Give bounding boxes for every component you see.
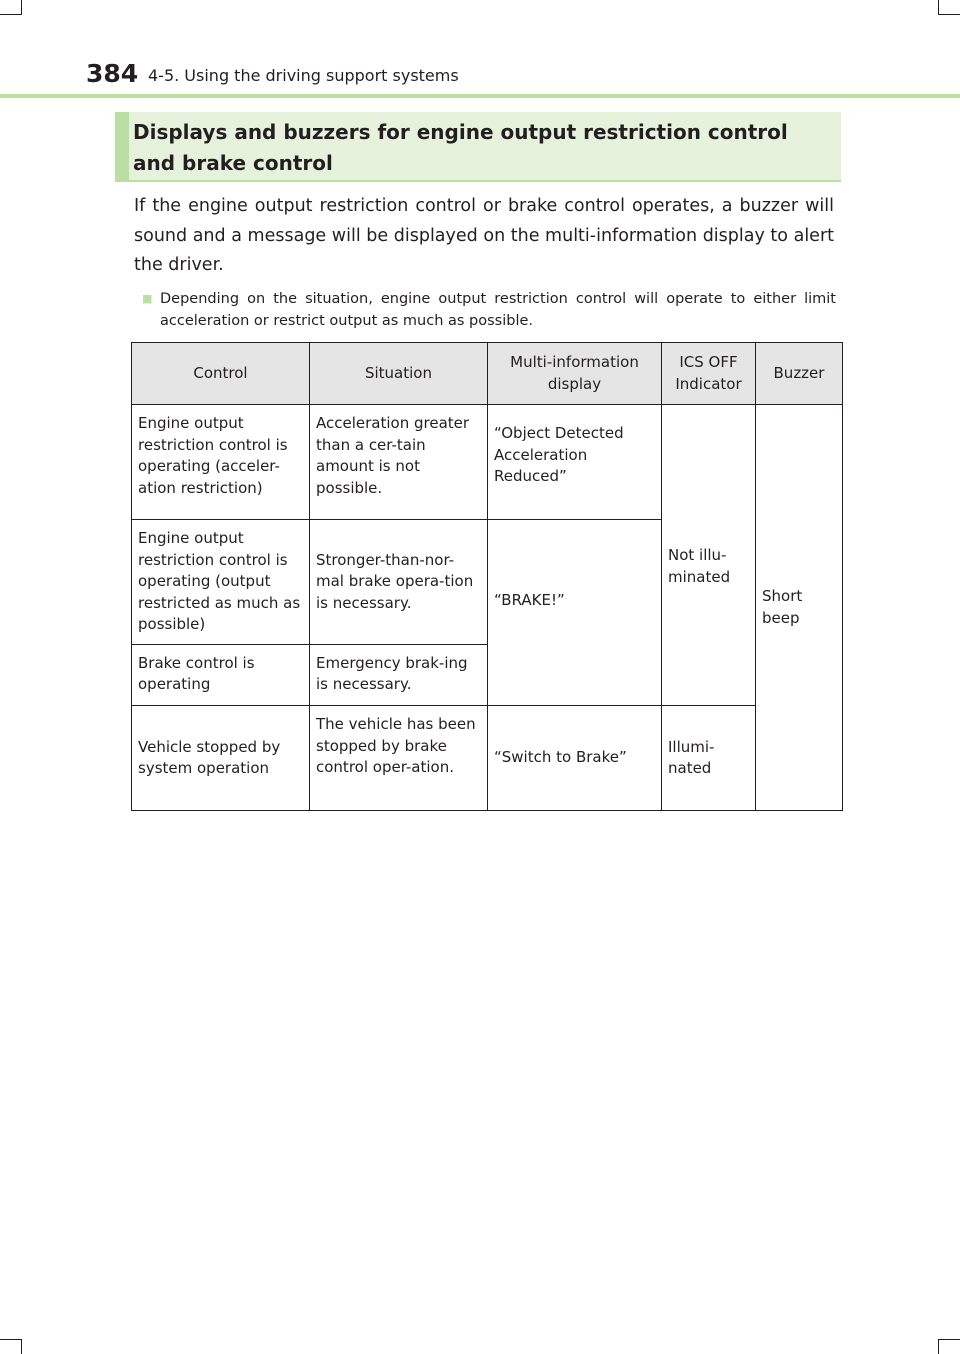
cell-indicator: Not illu-minated [662, 405, 756, 706]
control-table [131, 342, 843, 811]
header-buzzer: Buzzer [756, 343, 843, 405]
header-display: Multi-information display [488, 343, 662, 405]
crop-mark [938, 0, 939, 14]
header-rule [0, 94, 960, 98]
cell-situation: Acceleration greater than a cer-tain amount is not possible. [310, 405, 488, 520]
heading-box [115, 112, 841, 182]
cell-situation: Emergency brak-ing is necessary. [310, 644, 488, 705]
cell-indicator: Illumi-nated [662, 706, 756, 811]
page-number: 384 [86, 59, 139, 88]
cell-display: “Switch to Brake” [488, 706, 662, 811]
section-title: 4-5. Using the driving support systems [148, 66, 459, 85]
crop-mark [0, 1339, 22, 1340]
table-row [132, 405, 843, 520]
cell-situation: Stronger-than-nor-mal brake opera-tion is necessary. [310, 520, 488, 645]
crop-mark [21, 1340, 22, 1354]
table-row [132, 706, 843, 811]
bullet-icon: ■ [142, 292, 153, 305]
cell-situation: The vehicle has been stopped by brake control oper-ation. [310, 706, 488, 811]
crop-mark [0, 14, 22, 15]
crop-mark [21, 0, 22, 14]
crop-mark [938, 14, 960, 15]
heading-text: Displays and buzzers for engine output restriction control and brake control [133, 120, 788, 175]
header-indicator: ICS OFF Indicator [662, 343, 756, 405]
cell-control: Brake control is operating [132, 644, 310, 705]
cell-control: Vehicle stopped by system operation [132, 706, 310, 811]
header-situation: Situation [310, 343, 488, 405]
note-paragraph [142, 288, 836, 332]
cell-control: Engine output restriction control is operating (output restricted as much as possible) [132, 520, 310, 645]
cell-display: “Object Detected Acceleration Reduced” [488, 405, 662, 520]
cell-buzzer: Short beep [756, 405, 843, 811]
intro-paragraph: If the engine output restriction control or brake control operates, a buzzer will sound and a message will be displayed on the multi-information display to alert the driver. [134, 196, 834, 275]
crop-mark [938, 1339, 960, 1340]
header-control: Control [132, 343, 310, 405]
note-text: Depending on the situation, engine output restriction control will operate to either limit acceleration or restrict output as much as possible. [160, 291, 836, 329]
cell-display: “BRAKE!” [488, 520, 662, 706]
cell-control: Engine output restriction control is operating (acceler-ation restriction) [132, 405, 310, 520]
table-header-row [132, 343, 843, 405]
crop-mark [938, 1340, 939, 1354]
